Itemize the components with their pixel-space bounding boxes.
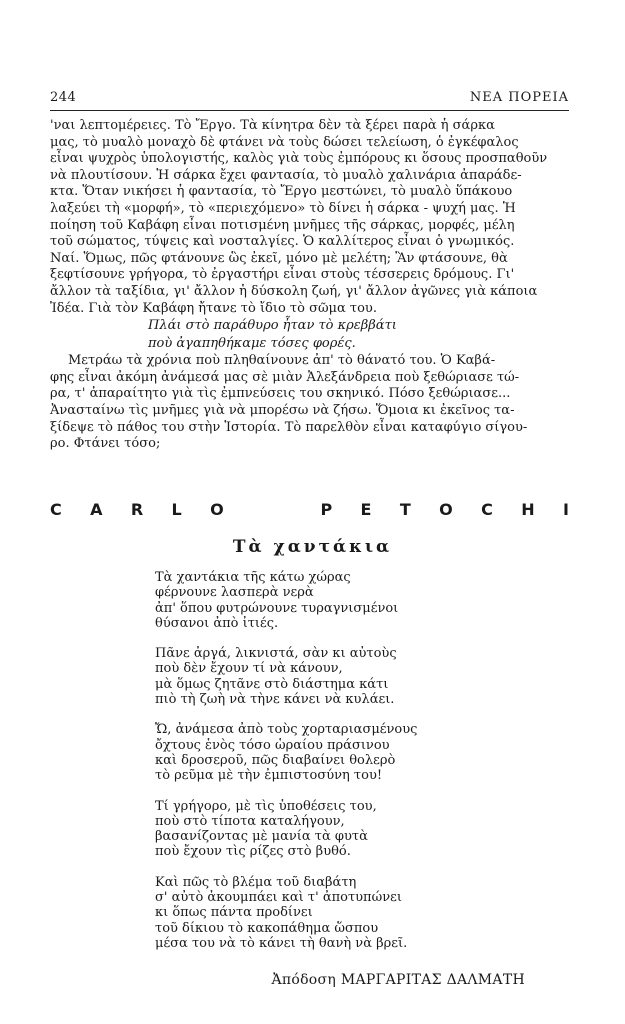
stanza: Τὰ χαντάκια τῆς κάτω χώρας φέρνουνε λασπερὰ νερὰ ἀπ' ὅπου φυτρώνουνε τυραγνισμένοι θύσανοι ἀπὸ ἰτιές.	[155, 570, 399, 631]
running-header	[50, 90, 569, 105]
paragraph-2: Μετράω τὰ χρόνια ποὺ πληθαίνουνε ἀπ' τὸ θάνατό του. Ὁ Καβά- φης εἶναι ἀκόμη ἀνάμεσά μας σὲ μιὰν Ἀλεξάνδρεια ποὺ ξεθώριασε τώ- ρα, τ' ἀπαραίτητο γιὰ τὶς ἐμπνεύσεις του σκηνικό. Πόσο ξεθώριασε... Ἀνασταίνω τὶς μνῆμες γιὰ νὰ μπορέσω νὰ ζήσω. Ὅμοια κι ἐκεῖνος τα- ξίδεψε τὸ πάθος του στὴν Ἱστορία. Τὸ παρελθὸν εἶναι καταφύγιο σίγου- ρο. Φτάνει τόσο;	[50, 353, 528, 452]
poem-body	[155, 570, 417, 966]
publication-title: ΝΕΑ ΠΟΡΕΙΑ	[469, 90, 569, 105]
paragraph-1: 'ναι λεπτομέρειες. Τὸ Ἔργο. Τὰ κίνητρα δὲν τὰ ξέρει παρὰ ἡ σάρκα μας, τὸ μυαλὸ μοναχὸ δὲ φτάνει νὰ τοὺς δώσει τελείωση, ὁ ἐγκέφαλος εἶναι ψυχρὸς ὑπολογιστής, καλὸς γιὰ τοὺς ἐμπόρους κι ὅσους προσπαθοῦν νὰ πλουτίσουν. Ἡ σάρκα ἔχει φαντασία, τὸ μυαλὸ χαλινάρια ἀπαράδε- κτα. Ὅταν νικήσει ἡ φαντασία, τὸ Ἔργο μεστώνει, τὸ μυαλὸ ὕπάκουο λαξεύει τὴ «μορφή», τὸ «περιεχόμενο» τὸ δίνει ἡ σάρκα - ψυχή μας. Ἡ ποίηση τοῦ Καβάφη εἶναι ποτισμένη μνῆμες τῆς σάρκας, μορφές, μέλη τοῦ σώματος, τύψεις καὶ νοσταλγίες. Ὁ καλλίτερος εἶναι ὁ γνωμικός. Ναί. Ὅμως, πῶς φτάνουνε ὣς ἐκεῖ, μόνο μὲ μελέτη; Ἂν φτάσουνε, θὰ ξεφτίσουνε γρήγορα, τὸ ἐργαστήρι εἶναι στοὺς τέσσερεις δρόμους. Γι' ἄλλον τὰ ταξίδια, γι' ἄλλον ἡ δύσκολη ζωή, γι' ἄλλον ἀγῶνες γιὰ κάποια Ἰδέα. Γιὰ τὸν Καβάφη ἤτανε τὸ ἴδιο τὸ σῶμα του.	[50, 118, 548, 316]
poem-author: C A R L O P E T O C H I	[50, 500, 569, 519]
stanza: Καὶ πῶς τὸ βλέμα τοῦ διαβάτη σ' αὐτὸ ἀκουμπάει καὶ τ' ἀποτυπώνει κι ὅπως πάντα προδίνει τοῦ δίκιου τὸ κακοπάθημα ὥσπου μέσα του νὰ τὸ κάνει τὴ θανὴ νὰ βρεῖ.	[155, 874, 408, 951]
poem-title: Τὰ χαντάκια	[232, 537, 393, 557]
cavafy-quote: Πλάι στὸ παράθυρο ἦταν τὸ κρεββάτι ποὺ ἀγαπηθήκαμε τόσες φορές.	[148, 318, 397, 352]
header-rule	[50, 110, 569, 111]
essay-text	[50, 118, 569, 453]
stanza: Πᾶνε ἀργά, λικνιστά, σὰν κι αὐτοὺς ποὺ δὲν ἔχουν τί νὰ κάνουν, μὰ ὅμως ζητᾶνε στὸ διάστημα κάτι πιὸ τὴ ζωὴ νὰ τὴνε κάνει νὰ κυλάει.	[155, 646, 397, 708]
stanza: Ὤ, ἀνάμεσα ἀπὸ τοὺς χορταριασμένους ὄχτους ἑνὸς τόσο ὡραίου πράσινου καὶ δροσεροῦ, πῶς διαβαίνει θολερὸ τὸ ρεῦμα μὲ τὴν ἐμπιστοσύνη του!	[155, 722, 418, 784]
translator-credit: Ἀπόδοση ΜΑΡΓΑΡΙΤΑΣ ΔΑΛΜΑΤΗ	[271, 972, 525, 988]
page-number: 244	[50, 90, 77, 105]
stanza: Τί γρήγορο, μὲ τὶς ὑποθέσεις του, ποὺ στὸ τίποτα καταλήγουν, βασανίζοντας μὲ μανία τὰ φυτὰ ποὺ ἔχουν τὶς ρίζες στὸ βυθό.	[155, 798, 377, 860]
